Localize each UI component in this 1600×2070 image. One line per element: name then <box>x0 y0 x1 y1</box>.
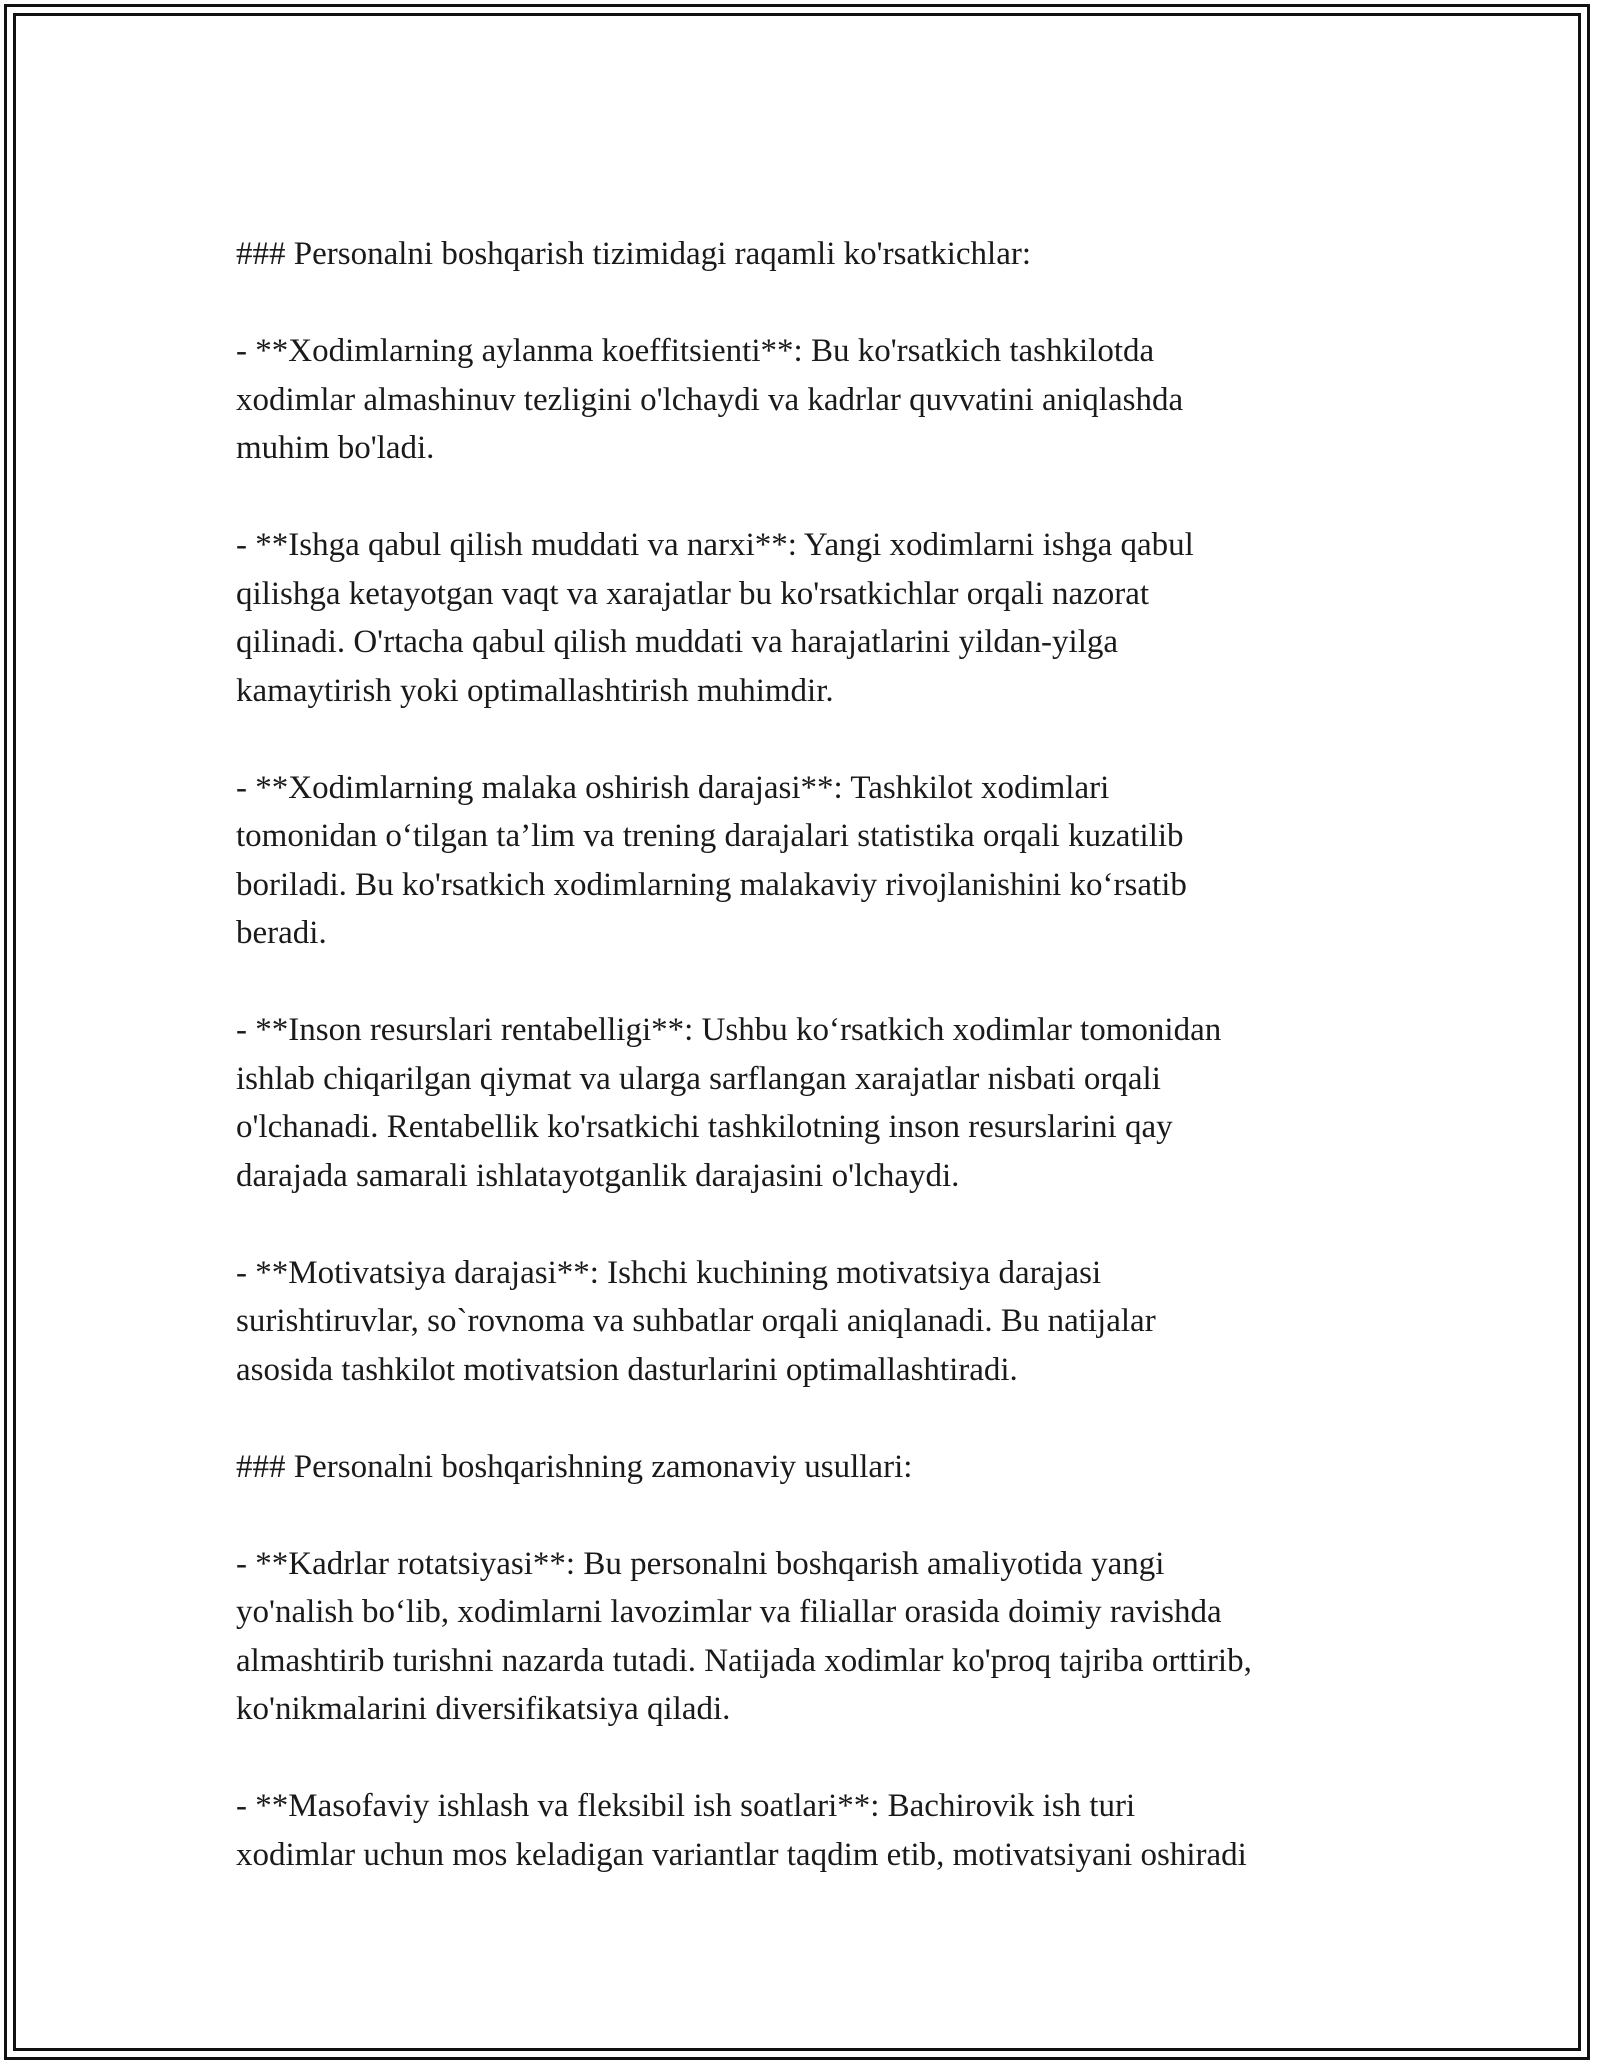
list-item-remote-work: - **Masofaviy ishlash va fleksibil ish soatlari**: Bachirovik ish turi xodimlar uchun mos keladigan variantlar taqdim etib, motivatsiyani oshiradi <box>236 1788 1247 1873</box>
section-heading-metrics: ### Personalni boshqarish tizimidagi raqamli ko'rsatkichlar: <box>236 236 1032 272</box>
section-heading-methods: ### Personalni boshqarishning zamonaviy usullari: <box>236 1448 913 1485</box>
document-body <box>236 230 1406 1879</box>
list-item-motivation: - **Motivatsiya darajasi**: Ishchi kuchining motivatsiya darajasi surishtiruvlar, so`rovnoma va suhbatlar orqali aniqlanadi. Bu natijalar asosida tashkilot motivatsion dasturlarini optimallashtiradi. <box>236 1254 1156 1388</box>
list-item-turnover: - **Xodimlarning aylanma koeffitsienti**: Bu ko'rsatkich tashkilotda xodimlar almashinuv tezligini o'lchaydi va kadrlar quvvatini aniqlashda muhim bo'ladi. <box>236 333 1184 466</box>
list-item-hiring: - **Ishga qabul qilish muddati va narxi**: Yangi xodimlarni ishga qabul qilishga ketayotgan vaqt va xarajatlar bu ko'rsatkichlar orqali nazorat qilinadi. O'rtacha qabul qilish muddati va harajatlarini yildan-yilga kamaytirish yoki optimallashtirish muhimdir. <box>236 527 1194 709</box>
list-item-training: - **Xodimlarning malaka oshirish darajasi**: Tashkilot xodimlari tomonidan o‘tilgan ta’lim va trening darajalari statistika orqali kuzatilib boriladi. Bu ko'rsatkich xodimlarning malakaviy rivojlanishini ko‘rsatib beradi. <box>236 769 1187 951</box>
list-item-profitability: - **Inson resurslari rentabelligi**: Ushbu ko‘rsatkich xodimlar tomonidan ishlab chiqarilgan qiymat va ularga sarflangan xarajatlar nisbati orqali o'lchanadi. Rentabellik ko'rsatkichi tashkilotning inson resurslarini qay darajada samarali ishlatayotganlik darajasini o'lchaydi. <box>236 1012 1222 1194</box>
list-item-rotation: - **Kadrlar rotatsiyasi**: Bu personalni boshqarish amaliyotida yangi yo'nalish bo‘lib, xodimlarni lavozimlar va filiallar orasida doimiy ravishda almashtirib turishni nazarda tutadi. Natijada xodimlar ko'proq tajriba orttirib, ko'nikmalarini diversifikatsiya qiladi. <box>236 1545 1252 1727</box>
